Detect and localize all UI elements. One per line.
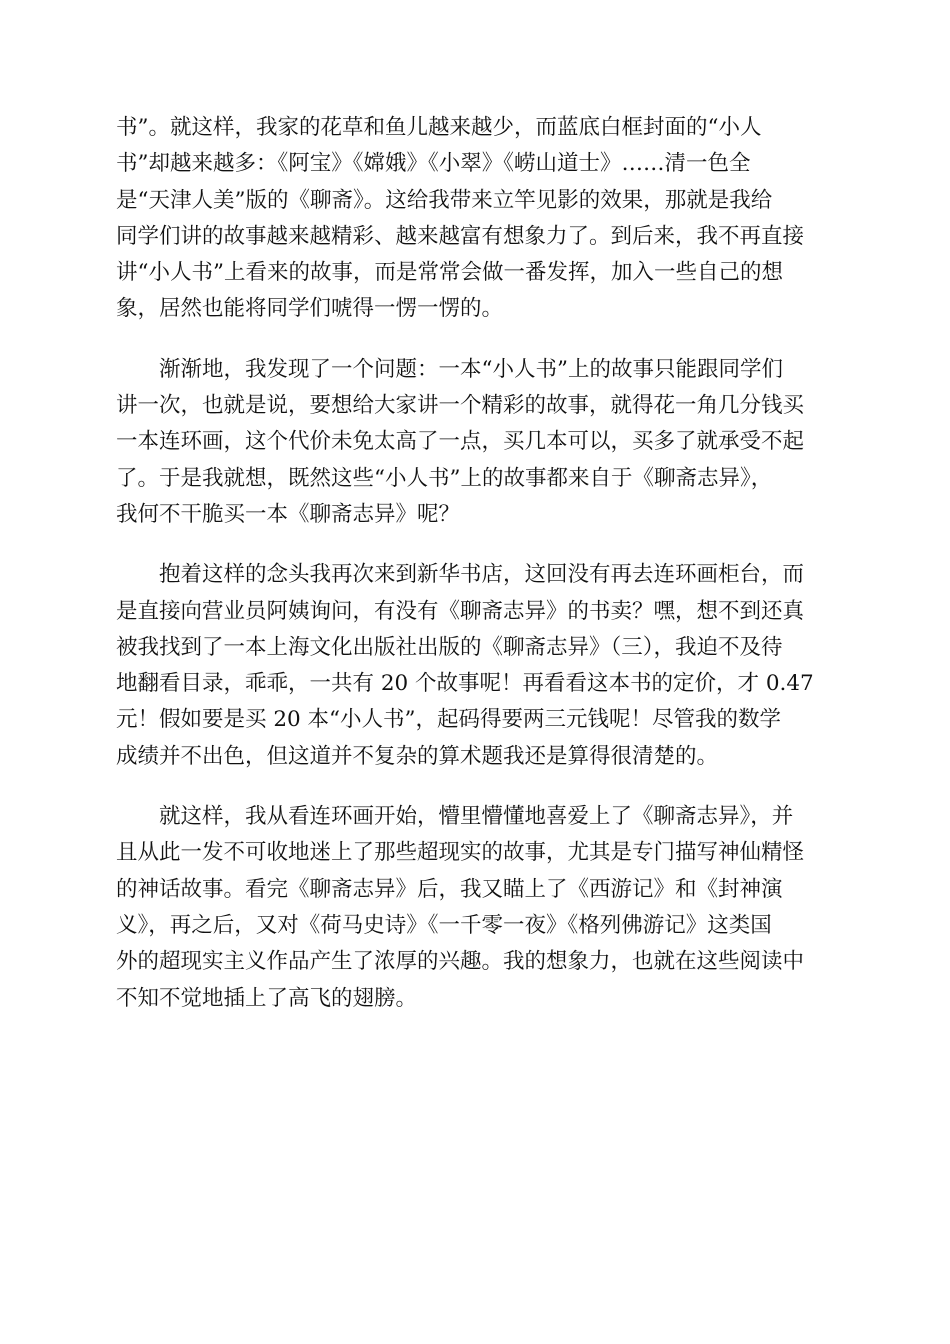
paragraph-gap	[116, 533, 836, 557]
paragraph-3: 抱着这样的念头我再次来到新华书店，这回没有再去连环画柜台，而 是直接向营业员阿姨询问，有没有《聊斋志异》的书卖？嘿，想不到还真 被我找到了一本上海文化出版社出版的《聊斋志异》（三），我迫不及待 地翻看目录，乖乖，一共有 20 个故事呢！再看看这本书的定价，才 0.47 元！假如要是买 20 本“小人书”，起码得要两三元钱呢！尽管我的数学 成绩并不出色，但这道并不复杂的算术题我还是算得很清楚的。	[116, 562, 814, 769]
document-body	[116, 110, 836, 1017]
paragraph-2: 渐渐地，我发现了一个问题：一本“小人书”上的故事只能跟同学们 讲一次，也就是说，要想给大家讲一个精彩的故事，就得花一角几分钱买 一本连环画，这个代价未免太高了一点，买几本可以，买多了就承受不起 了。于是我就想，既然这些“小人书”上的故事都来自于《聊斋志异》， 我何不干脆买一本《聊斋志异》呢？	[116, 356, 805, 527]
paragraph-1: 书”。就这样，我家的花草和鱼儿越来越少，而蓝底白框封面的“小人 书”却越来越多：《阿宝》《嫦娥》《小翠》《崂山道士》……清一色全 是“天津人美”版的《聊斋》。这给我带来立竿见影的效果，那就是我给 同学们讲的故事越来越精彩、越来越富有想象力了。到后来，我不再直接 讲“小人书”上看来的故事，而是常常会做一番发挥，加入一些自己的想 象，居然也能将同学们唬得一愣一愣的。	[116, 115, 805, 322]
paragraph-gap	[116, 775, 836, 799]
paragraph-4: 就这样，我从看连环画开始，懵里懵懂地喜爱上了《聊斋志异》，并 且从此一发不可收地迷上了那些超现实的故事，尤其是专门描写神仙精怪 的神话故事。看完《聊斋志异》后，我又瞄上了《西游记》和《封神演 义》，再之后，又对《荷马史诗》《一千零一夜》《格列佛游记》这类国 外的超现实主义作品产生了浓厚的兴趣。我的想象力，也就在这些阅读中 不知不觉地插上了高飞的翅膀。	[116, 804, 805, 1011]
paragraph-gap	[116, 328, 836, 352]
